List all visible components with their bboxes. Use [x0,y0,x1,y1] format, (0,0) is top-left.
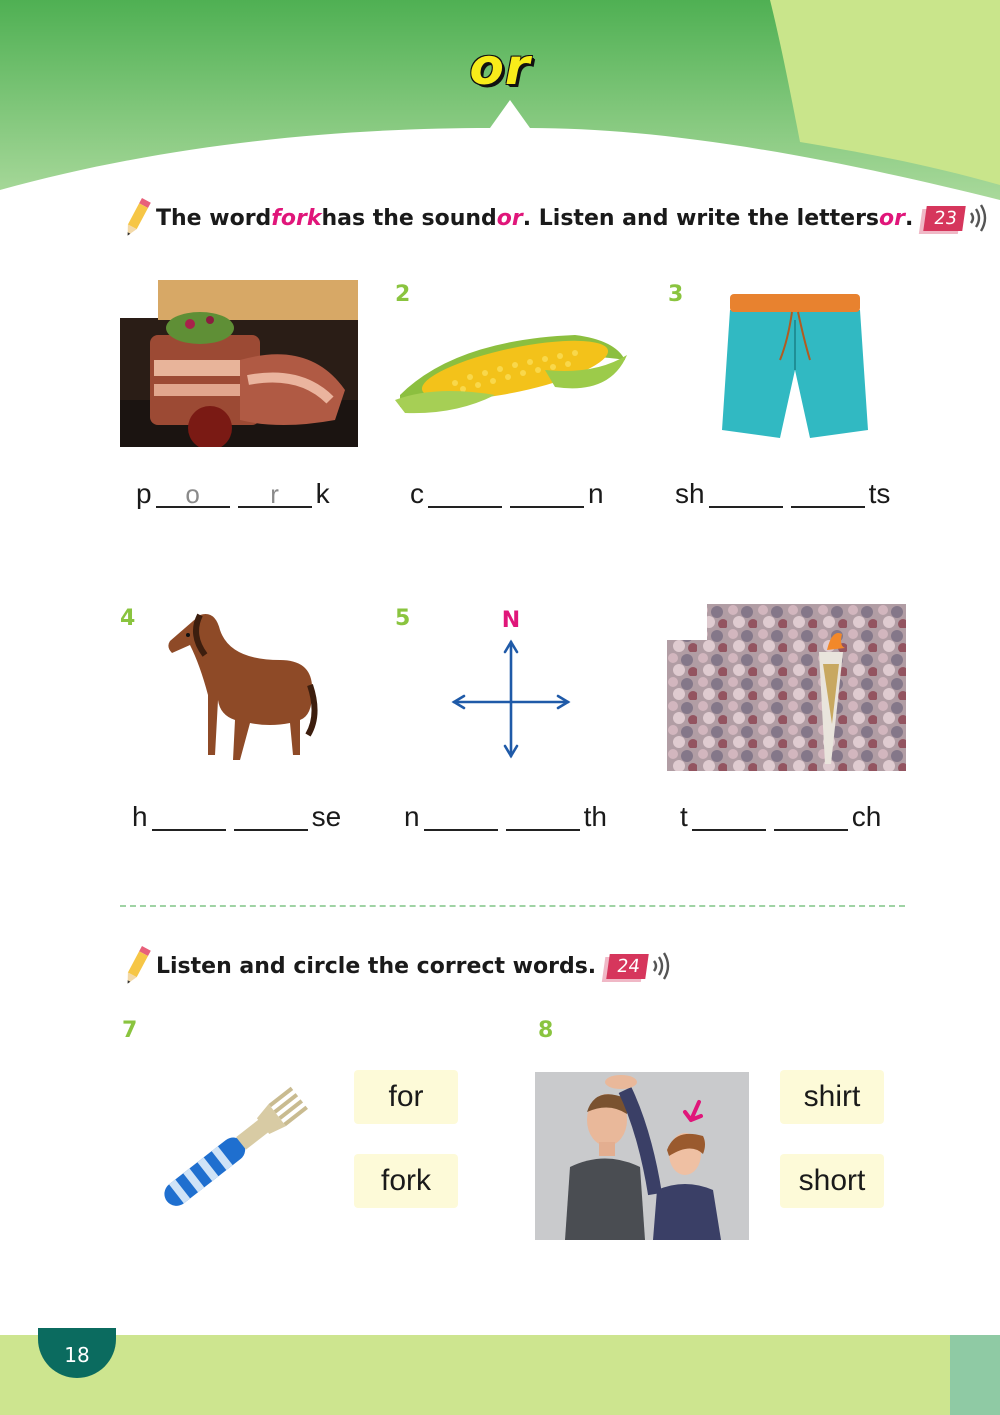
instruction-2 [120,944,671,988]
blank-input-2a[interactable] [428,482,502,508]
item-number-3: 3 [668,282,684,307]
word-suffix: ts [868,478,891,509]
footer-band [0,1335,1000,1415]
item-number-7: 7 [122,1018,138,1043]
item-number-8: 8 [538,1018,554,1043]
instruction-text-d: . [905,205,914,231]
instruction-text: Listen and circle the correct words. [156,953,597,979]
word-prefix: sh [675,478,705,509]
choice-short[interactable]: short [780,1154,884,1208]
page-title: or [469,38,531,96]
word-suffix: th [583,801,607,832]
pencil-icon [120,196,154,240]
word-suffix: n [588,478,604,509]
sound-waves-icon [649,951,671,981]
item-number-5: 5 [395,606,411,631]
audio-track-23[interactable] [925,203,988,233]
word-suffix: se [311,801,342,832]
word-horse [132,803,341,831]
compass-north-label: N [501,608,521,633]
instruction-highlight-fork: fork [271,205,322,231]
audio-track-24[interactable] [608,951,671,981]
torch-photo [667,604,906,771]
short-woman-photo [535,1072,749,1240]
corn-photo [395,315,627,415]
horse-photo [160,605,320,767]
word-torch [680,803,881,831]
blank-input-1b[interactable]: r [238,482,312,508]
header-background [0,0,1000,210]
blank-input-5b[interactable] [506,805,580,831]
instruction-text-c: . Listen and write the letters [522,205,880,231]
word-shorts [675,480,890,508]
item-number-4: 4 [120,606,136,631]
track-number: 24 [606,954,648,979]
compass-icon [450,638,572,760]
word-north [404,803,607,831]
choice-for[interactable]: for [354,1070,458,1124]
blank-input-5a[interactable] [424,805,498,831]
instruction-text-b: has the sound [321,205,497,231]
choice-fork[interactable]: fork [354,1154,458,1208]
word-suffix: ch [851,801,882,832]
shorts-photo [720,290,870,445]
item-number-2: 2 [395,282,411,307]
blank-input-6a[interactable] [692,805,766,831]
word-prefix: p [136,478,152,509]
choice-shirt[interactable]: shirt [780,1070,884,1124]
track-number: 23 [924,206,966,231]
page-number: 18 [38,1328,116,1378]
pencil-icon [120,944,154,988]
instruction-highlight-or: or [496,205,523,231]
blank-input-4a[interactable] [152,805,226,831]
word-pork [136,480,330,508]
word-prefix: c [410,478,424,509]
word-prefix: t [680,801,688,832]
blank-input-6b[interactable] [774,805,848,831]
blank-input-1a[interactable]: o [156,482,230,508]
word-prefix: h [132,801,148,832]
fork-photo [140,1072,320,1232]
blank-input-2b[interactable] [510,482,584,508]
word-prefix: n [404,801,420,832]
pork-photo [120,280,358,447]
sound-waves-icon [966,203,988,233]
instruction-text-a: The word [156,205,272,231]
blank-input-3a[interactable] [709,482,783,508]
section-divider [120,905,905,907]
blank-input-3b[interactable] [791,482,865,508]
instruction-highlight-or-2: or [879,205,905,231]
word-suffix: k [315,478,330,509]
word-corn [410,480,604,508]
blank-input-4b[interactable] [234,805,308,831]
instruction-1 [120,196,988,240]
